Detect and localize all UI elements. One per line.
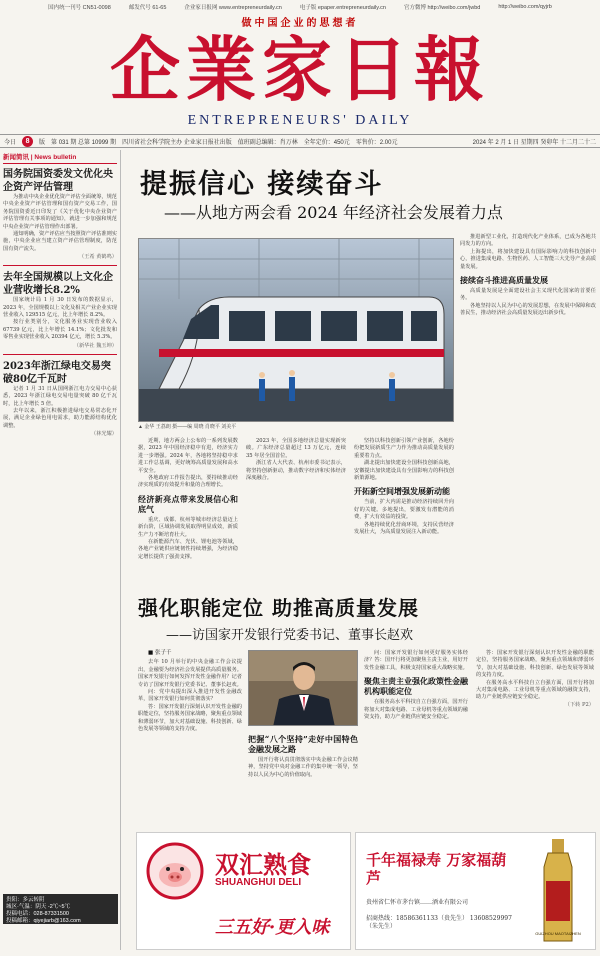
paragraph: 推进新型工业化，打造现代化产业体系，已成为各地共同发力的方向。: [460, 234, 596, 248]
paragraph: 去年 10 月举行的中央金融工作会议提出，金融要为经济社会发展提供高质量服务。国家开发银行如何发挥开发性金融作用？记者专访了国家开发银行党委书记、董事长赵欢。: [138, 659, 242, 688]
today-label: 今日: [4, 139, 17, 146]
pages-unit: 版: [39, 139, 46, 146]
contact-email: 投稿邮箱：qiyejiarb@163.com: [6, 918, 81, 924]
divider: [3, 265, 117, 266]
ad-title: 千年福禄寿 万家福葫芦: [366, 851, 507, 887]
liquor-ad[interactable]: [355, 832, 596, 950]
weibo-link[interactable]: 官方微博 http://weibo.com/jwbd: [403, 5, 481, 11]
editor: 值班副总编辑：肖万林: [237, 139, 298, 146]
post-code: 邮发代号 61-65: [128, 5, 167, 11]
liquor-bottle-icon: [528, 837, 588, 947]
paragraph: 各地持续优化营商环境，支持民营经济发展壮大，为高质量发展注入新动能。: [354, 521, 454, 536]
cn-number: 国内统一刊号 CN51-0098: [48, 5, 111, 11]
bulletin-item[interactable]: [3, 168, 117, 260]
epaper-link[interactable]: 电子版 epaper.entrepreneurdaily.cn: [299, 5, 386, 11]
bulletin-source: （林光耀）: [91, 431, 117, 438]
ad-brand-cn: 双汇熟食: [215, 850, 311, 879]
second-column-3: [364, 650, 468, 721]
page-count-badge: 8: [22, 136, 33, 147]
paragraph: 国开行将认真贯彻落实中央金融工作会议精神，坚持党中央对金融工作的集中统一领导，坚持以人民为中心的价值取向。: [248, 757, 358, 778]
section-subheading: 接续奋斗推进高质量发展: [460, 275, 548, 286]
bulletin-text: 去年以来，浙江积极推进绿电交易常态化开展，满足企业绿色用电需求，助力能源结构优化调整。: [3, 407, 117, 429]
second-column-4: [476, 650, 594, 709]
issue-date: 2024 年 2 月 1 日 星期四 癸卯年 十二月二十二: [472, 139, 596, 146]
lead-headline[interactable]: 提振信心 接续奋斗: [140, 169, 384, 200]
website-link[interactable]: 企业家日报网 www.entrepreneurdaily.cn: [184, 5, 282, 11]
ad-slogan: 三五好·更入味: [215, 917, 330, 938]
bulletin-header: 新闻简讯 | News bulletin: [3, 150, 117, 164]
ad-brand-en: SHUANGHUI DELI: [215, 877, 302, 888]
top-info-line: [0, 0, 600, 14]
second-subhead: ——访国家开发银行党委书记、董事长赵欢: [166, 628, 414, 643]
paragraph: 坚持以科技创新引领产业创新，各地纷纷把发展新质生产力作为推动高质量发展的重要着力点。: [354, 438, 454, 459]
section-subheading: 开拓新空间增强发展新动能: [354, 486, 450, 497]
paragraph: 浙江省人大代表、杭州市委书记表示，将坚持创新驱动，推动数字经济和实体经济深度融合。: [246, 460, 346, 482]
bulletin-text: 通知明确，资产评估应当按照资产评估准则实施，中央企业应当建立资产评估管理制度，防范国有资产流失。: [3, 231, 117, 252]
paragraph: 重庆、成都、杭州等城市经济总量迈上新台阶，区域协调发展取得明显成效，新质生产力不断培育壮大。: [138, 516, 238, 538]
paragraph: 问：党中央提出深入推进开发性金融改革，国家开发银行如何贯彻落实？: [138, 689, 242, 703]
section-subheading: 经济新亮点带来发展信心和底气: [138, 493, 238, 514]
weibo-link-2[interactable]: http://weibo.com/qyjrb: [498, 4, 552, 10]
paragraph: 在新能源汽车、光伏、锂电池等领域，各地产业链供应链韧性持续增强，为经济稳定增长提供了强劲支撑。: [138, 539, 238, 560]
paragraph: 在服务高水平科技自立自强方面，国开行将加大对集成电路、工业母机等重点领域的融资支持，助力产业链供应链安全稳定。: [476, 679, 594, 701]
lead-right-column: [460, 234, 596, 318]
lead-column-3: [354, 438, 454, 536]
bottle-label: GUIZHOU MAOTAIZHEN: [535, 931, 581, 936]
bulletin-text: 按行业类别分，文化服务业实现营业收入 67739 亿元，比上年增长 14.1%；文化批发和零售业实现营业收入 20394 亿元，增长 5.3%。: [3, 319, 117, 341]
weather-line: 城区·气温：阴天 -2℃~5℃: [6, 904, 71, 910]
author: ■ 张子千: [148, 650, 172, 656]
ad-phone: 招商热线：18586361133（贵先生） 13608529997（朱先生）: [366, 915, 512, 930]
bulletin-title[interactable]: 2023年浙江绿电交易突破80亿千瓦时: [3, 360, 111, 385]
divider: [3, 354, 117, 355]
masthead-title: 企業家日報: [110, 28, 490, 111]
contact-phone: 投稿电话：028-87331500: [6, 911, 69, 917]
paragraph: 2023 年，全国多地经济总量实现新突破。广东经济总量超过 13 万亿元，连续 35 年居全国首位。: [246, 438, 346, 459]
paragraph: 高质量发展是全面建设社会主义现代化国家的首要任务。: [460, 288, 596, 302]
bulletin-text: 国家统计局 1 月 30 日发布的数据显示，2023 年，全国规模以上文化及相关产业企业实现营业收入 129515 亿元，比上年增长 8.2%。: [3, 297, 117, 319]
lead-photo-caption: ▲ 金华 王荔朗 摄——编 周晓 肖晓平 刘美平: [138, 424, 237, 430]
retail-price: 零售价：2.00元: [355, 139, 398, 146]
bulletin-source: （王希 黄鹤鸣）: [79, 254, 117, 261]
weather-line: 贵阳：多云转阴: [6, 897, 45, 903]
news-bulletin-column: [3, 150, 121, 950]
paragraph: 问：国家开发银行如何更好服务实体经济？答：国开行将更加聚焦主责主业，用好开发性金融工具，积极支持国家重大战略实施。: [364, 650, 468, 671]
interview-photo: [248, 650, 358, 726]
paragraph: 答：国家开发银行深刻认识开发性金融的职能定位，坚持服务国家战略，聚焦重点领域和薄弱环节，加大对基础设施、科技创新、绿色发展等领域的支持力度。: [138, 703, 242, 733]
second-headline[interactable]: 强化职能定位 助推高质量发展: [138, 596, 419, 620]
bulletin-item[interactable]: [3, 271, 117, 348]
paragraph: 各地政府工作报告提出，要持续推动经济实现质的有效提升和量的合理增长。: [138, 475, 238, 489]
issue-number: 第 031 期 总第 10999 期: [51, 139, 117, 146]
paragraph: 各地坚持以人民为中心的发展思想，在发展中保障和改善民生，推动经济社会高质量发展迈出新步伐。: [460, 302, 596, 317]
lead-column-1: [138, 438, 238, 561]
section-subheading: 聚焦主责主业强化政策性金融机构职能定位: [364, 676, 468, 697]
masthead-slogan: 做中国企业的思想者: [241, 18, 359, 29]
bulletin-title[interactable]: 国务院国资委发文优化央企资产评估管理: [3, 169, 113, 193]
continued-tag[interactable]: （下转 P2）: [564, 701, 594, 708]
paragraph: 在服务高水平科技自立自强方面，国开行将加大对集成电路、工业母机等重点领域的融资支持，助力产业链供应链安全稳定。: [364, 699, 468, 721]
masthead-english: ENTREPRENEURS' DAILY: [187, 113, 413, 128]
paragraph: 近期，地方两会上公布的一系列发展数据，2023 年中国经济稳中有进，经济实力进一步增强。2024 年，各地将坚持稳中求进工作总基调，更好统筹高质量发展和高水平安全。: [138, 438, 238, 474]
lead-photo: [138, 238, 454, 422]
paragraph: 湖北提出加快建设全国科技创新高地，安徽提出加快建设具有全国影响力的科技创新策源地。: [354, 460, 454, 482]
lead-column-2: [246, 438, 346, 482]
section-subheading: 把握“八个坚持”走好中国特色金融发展之路: [248, 734, 358, 754]
shuanghui-ad[interactable]: [136, 832, 351, 950]
bulletin-text: 记者 1 月 31 日从国网浙江电力交易中心获悉，2023 年浙江绿电交易电量突破 80 亿千瓦时，比上年增长 5 倍。: [3, 385, 117, 407]
bulletin-text: 为推动中央企业优化资产评估全面统筹，规范中央企业资产评估管理和国有资产交易工作，国务院国资委近日印发了《关于优化中央企业资产评估管理有关事项的通知》，就进一步加强和规范中央企业资产评估管理作出部署。: [3, 194, 117, 230]
issue-info-bar: [0, 134, 600, 148]
bulletin-item[interactable]: [3, 360, 117, 437]
annual-price: 全年定价：450元: [303, 139, 350, 146]
portrait-image: [249, 651, 358, 726]
bulletin-source: （新华社 魏玉坤）: [73, 342, 117, 349]
paragraph: 上海提出，将加快建设具有国际影响力的科技创新中心，推进集成电路、生物医药、人工智能三大先导产业高质量发展。: [460, 248, 596, 270]
second-column-1: [138, 650, 242, 733]
paragraph: 答：国家开发银行深刻认识开发性金融的职能定位，坚持服务国家战略，聚焦重点领域和薄弱环节，加大对基础设施、科技创新、绿色发展等领域的支持力度。: [476, 650, 594, 679]
train-factory-image: [139, 239, 454, 422]
ad-company: 贵州省仁怀市茅台镇……酒业有限公司: [366, 899, 469, 906]
weather-contact-box: [3, 894, 118, 924]
main-news-area: [124, 150, 597, 950]
publisher: 四川省社会科学院主办 企业家日报社出版: [122, 139, 232, 146]
second-column-2: [248, 730, 358, 779]
paragraph: 当前，扩大内需是推动经济持续回升向好的关键。多地提出，要激发有潜能的消费，扩大有效益的投资。: [354, 499, 454, 521]
lead-subhead: ——从地方两会看 2024 年经济社会发展着力点: [164, 203, 503, 222]
pig-logo-icon: [145, 841, 205, 901]
bulletin-title[interactable]: 去年全国规模以上文化企业营收增长8.2%: [3, 272, 113, 297]
